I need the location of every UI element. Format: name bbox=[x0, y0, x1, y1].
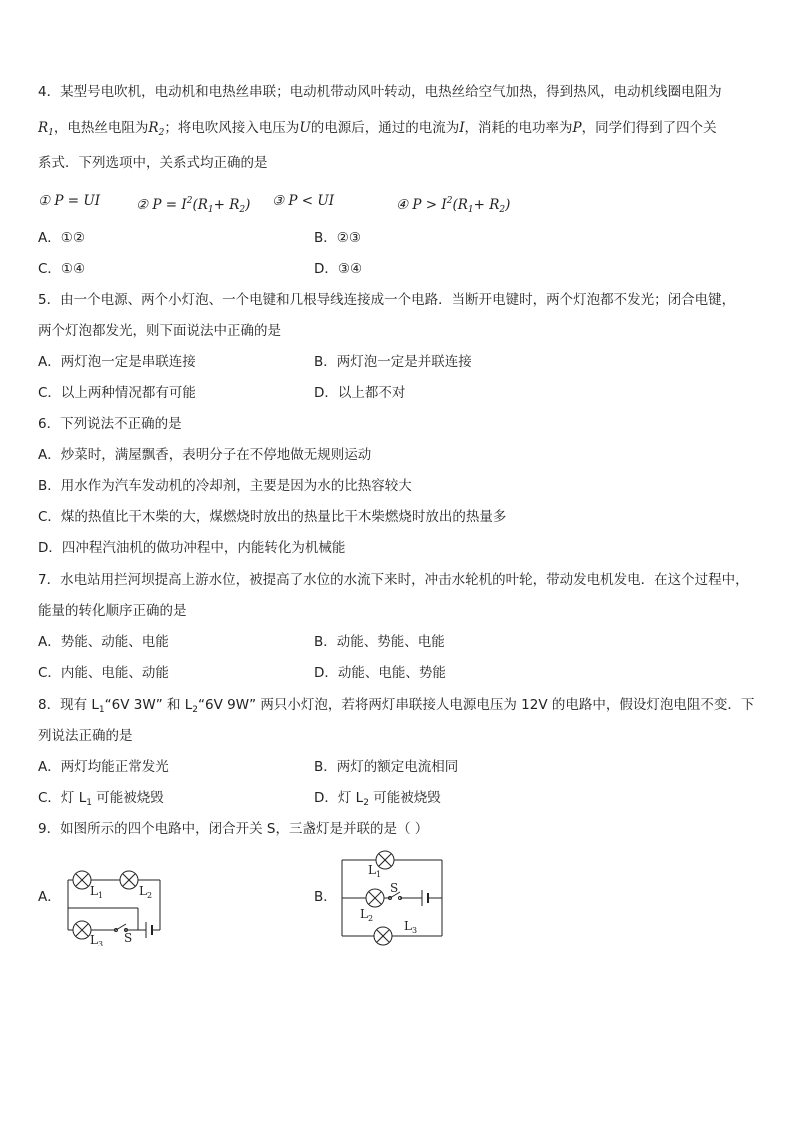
q4-formula-2: ② $P = I^2(R_1+ R_2)$ bbox=[136, 196, 251, 215]
lamp-l1-label: $L_1$ bbox=[368, 863, 382, 879]
q5-option-b: B．两灯泡一定是并联连接 bbox=[314, 354, 472, 370]
q6-option-c: C．煤的热值比干木柴的大，煤燃烧时放出的热量比干木柴燃烧时放出的热量多 bbox=[38, 509, 507, 525]
battery-icon bbox=[422, 890, 428, 906]
q8-option-d: D．灯 $L_2$ 可能被烧毁 bbox=[314, 790, 441, 808]
q5-option-c: C．以上两种情况都有可能 bbox=[38, 385, 196, 401]
q7-stem-line1: 7．水电站用拦河坝提高上游水位，被提高了水位的水流下来时，冲击水轮机的叶轮，带动发电机发电．在这个过程中， bbox=[38, 572, 749, 588]
q6-option-a: A．炒菜时，满屋飘香，表明分子在不停地做无规则运动 bbox=[38, 447, 372, 463]
q7-stem-line2: 能量的转化顺序正确的是 bbox=[38, 603, 187, 619]
q9-circuit-a bbox=[60, 858, 170, 946]
battery-icon bbox=[146, 922, 152, 938]
lamp-l2-icon bbox=[366, 889, 384, 907]
lamp-l1-icon bbox=[376, 851, 394, 869]
q4-formula-1: ① P = UI bbox=[38, 193, 101, 209]
lamp-l1-icon bbox=[73, 871, 91, 889]
q8-option-c: C．灯 $L_1$ 可能被烧毁 bbox=[38, 790, 164, 808]
q5-option-a: A．两灯泡一定是串联连接 bbox=[38, 354, 196, 370]
lamp-l1-label: $L_1$ bbox=[90, 884, 104, 900]
q8-option-a: A．两灯均能正常发光 bbox=[38, 759, 169, 775]
switch-label: S bbox=[124, 931, 133, 945]
q9-figure-a-label: A． bbox=[38, 889, 61, 905]
q4-option-c: C．①④ bbox=[38, 261, 86, 277]
lamp-l3-label: $L_3$ bbox=[90, 933, 104, 946]
lamp-l2-icon bbox=[120, 871, 138, 889]
q7-option-c: C．内能、电能、动能 bbox=[38, 665, 169, 681]
q9-figure-b-label: B． bbox=[314, 889, 337, 905]
q8-stem-line1: 8．现有 $L_1“6V$ 3W” 和 $L_2“6V$ 9W” 两只小灯泡，若将两灯串联接人电源电压为 12V 的电路中，假设灯泡电阻不变．下 bbox=[38, 697, 755, 715]
q5-stem-line2: 两个灯泡都发光，则下面说法中正确的是 bbox=[38, 323, 281, 339]
q4-stem-line3: 系式．下列选项中，关系式均正确的是 bbox=[38, 155, 268, 171]
switch-label: S bbox=[390, 881, 399, 895]
q7-option-b: B．动能、势能、电能 bbox=[314, 634, 445, 650]
q4-option-d: D．③④ bbox=[314, 261, 363, 277]
q6-stem: 6．下列说法不正确的是 bbox=[38, 416, 182, 432]
q4-formula-4: ④ $P > I^2(R_1+ R_2)$ bbox=[396, 196, 511, 215]
q4-option-b: B．②③ bbox=[314, 230, 361, 246]
q6-option-d: D．四冲程汽油机的做功冲程中，内能转化为机械能 bbox=[38, 540, 346, 556]
lamp-l2-label: $L_2$ bbox=[139, 884, 153, 900]
lamp-l2-label: $L_2$ bbox=[360, 907, 374, 923]
q5-option-d: D．以上都不对 bbox=[314, 385, 406, 401]
q7-option-a: A．势能、动能、电能 bbox=[38, 634, 169, 650]
q6-option-b: B．用水作为汽车发动机的冷却剂，主要是因为水的比热容较大 bbox=[38, 478, 412, 494]
q5-stem-line1: 5．由一个电源、两个小灯泡、一个电键和几根导线连接成一个电路．当断开电键时，两个灯泡都不发光；闭合电键， bbox=[38, 292, 736, 308]
q4-formula-3: ③ P < UI bbox=[272, 193, 335, 209]
q7-option-d: D．动能、电能、势能 bbox=[314, 665, 446, 681]
lamp-l3-icon bbox=[73, 921, 91, 939]
lamp-l3-icon bbox=[374, 927, 392, 945]
q8-option-b: B．两灯的额定电流相同 bbox=[314, 759, 459, 775]
q4-option-a: A．①② bbox=[38, 230, 85, 246]
q9-stem: 9．如图所示的四个电路中，闭合开关 S，三盏灯是并联的是（ ） bbox=[38, 821, 429, 837]
lamp-l3-label: $L_3$ bbox=[404, 919, 418, 935]
q4-stem-line1: 4．某型号电吹机，电动机和电热丝串联；电动机带动风叶转动，电热丝给空气加热，得到热风，电动机线圈电阻为 bbox=[38, 84, 722, 100]
q4-stem-line2: $R_1$，电热丝电阻为$R_2$；将电吹风接入电压为U的电源后，通过的电流为I，消耗的电功率为P，同学们得到了四个关 bbox=[38, 120, 717, 138]
q8-stem-line2: 列说法正确的是 bbox=[38, 728, 133, 744]
q9-circuit-b bbox=[338, 848, 450, 948]
